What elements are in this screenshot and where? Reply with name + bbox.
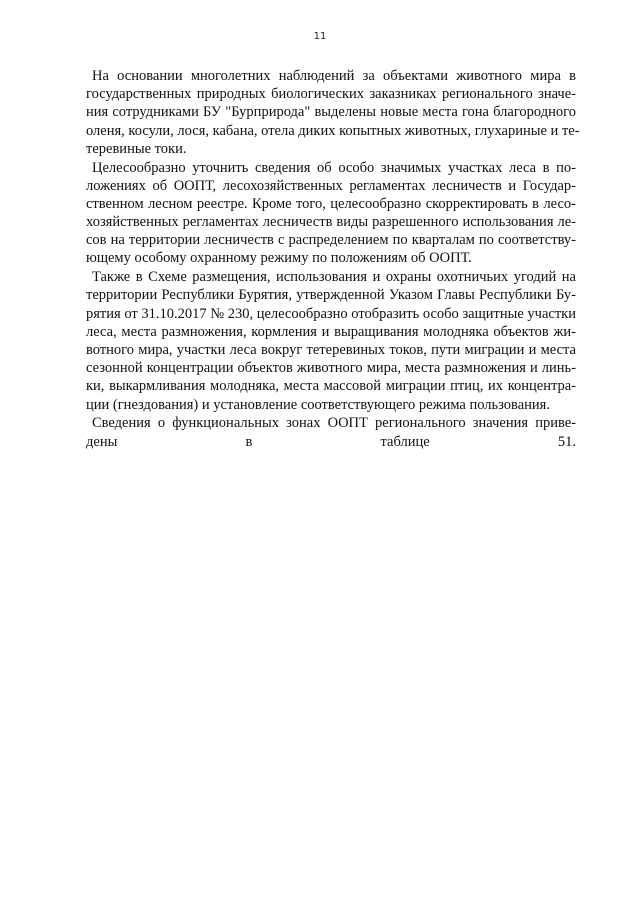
text-line: государственных природных биологических заказниках регионального значе- [86, 86, 576, 103]
text-line: сов на территории лесничеств с распределением по кварталам по соответству- [86, 232, 576, 249]
paragraph-2 [86, 159, 576, 268]
paragraph-3 [86, 268, 576, 414]
text-line: Также в Схеме размещения, использования и охраны охотничьих угодий на [92, 269, 576, 286]
word: 51. [557, 433, 576, 450]
text-line: хозяйственных регламентах лесничеств виды разрешенного использования ле- [86, 214, 576, 231]
text-line: ственном лесном реестре. Кроме того, целесообразно скорректировать в лесо- [86, 195, 576, 212]
word: дены [86, 433, 118, 450]
text-line: оленя, косули, лося, кабана, отела диких копытных животных, глухариные и те- [86, 122, 580, 139]
document-body [86, 67, 580, 451]
page-number: 11 [313, 31, 327, 42]
text-line: ки, выкармливания молодняка, места массовой миграции птиц, их концентра- [86, 378, 576, 395]
text-line: ющему особому охранному режиму по положениям об ООПТ. [86, 250, 472, 267]
text-line: Целесообразно уточнить сведения об особо значимых участках леса в по- [92, 159, 576, 176]
text-line: территории Республики Бурятия, утвержденной Указом Главы Республики Бу- [86, 287, 576, 304]
word: в [245, 433, 253, 450]
paragraph-1 [86, 67, 580, 158]
text-line: ции (гнездования) и установление соответствующего режима пользования. [86, 396, 550, 413]
text-line: вотного мира, участки леса вокруг тетеревиных токов, пути миграции и места [86, 342, 576, 358]
text-line: На основании многолетних наблюдений за объектами животного мира в [92, 68, 576, 84]
text-line: ложениях об ООПТ, лесохозяйственных регламентах лесничеств и Государ- [86, 177, 576, 194]
text-line-spread [86, 433, 576, 451]
text-line: рятия от 31.10.2017 № 230, целесообразно отобразить особо защитные участки [86, 305, 576, 322]
text-line: леса, места размножения, кормления и выращивания молодняка объектов жи- [86, 323, 576, 340]
text-line: Сведения о функциональных зонах ООПТ регионального значения приве- [92, 415, 576, 432]
text-line: теревиные токи. [86, 140, 187, 157]
word: таблице [380, 433, 430, 450]
text-line: ния сотрудниками БУ "Бурприрода" выделены новые места гона благородного [86, 104, 576, 121]
text-line: сезонной концентрации объектов животного мира, места размножения и линь- [86, 360, 576, 377]
paragraph-4 [86, 414, 576, 450]
